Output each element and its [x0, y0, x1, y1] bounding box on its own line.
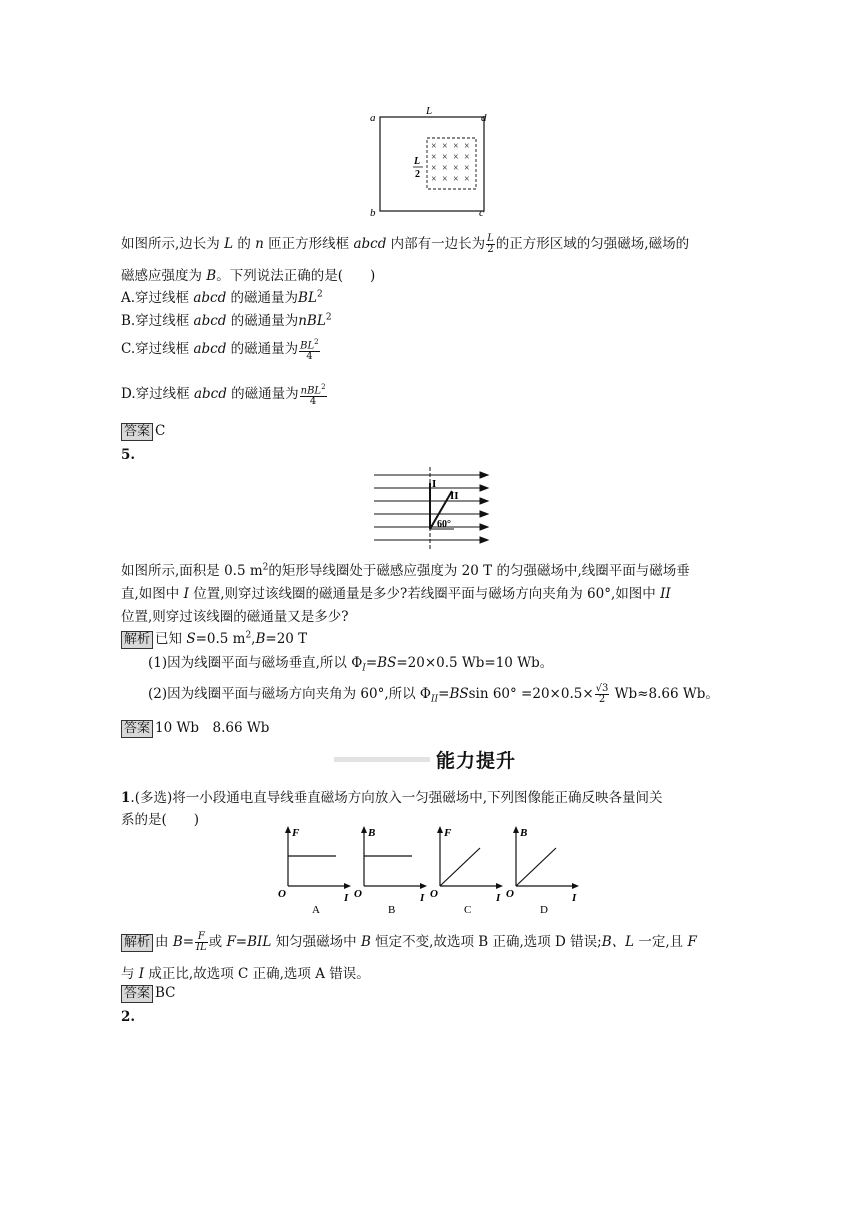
field-cross: × — [442, 163, 448, 174]
q5-line2: 直,如图中 I 位置,则穿过该线圈的磁通量是多少?若线圈平面与磁场方向夹角为 60°,如图中 II — [121, 586, 671, 602]
corner-label-a: a — [370, 112, 376, 124]
x-axis-label: I — [420, 892, 425, 904]
q4-answer — [121, 423, 165, 441]
p1-line2: 系的是( ) — [121, 812, 200, 828]
p2-number: 2. — [121, 1009, 136, 1025]
var-B: B — [206, 268, 217, 284]
q4-text: 的正方形区域的匀强磁场,磁场的 — [495, 236, 690, 252]
graph-D — [506, 826, 579, 916]
q4-text: 内部有一边长为 — [386, 236, 486, 252]
x-axis-label: I — [496, 892, 501, 904]
q4-text: 如图所示,边长为 — [121, 236, 225, 252]
y-axis-arrow — [361, 826, 367, 833]
p1-line1: 1.(多选)将一小段通电直导线垂直磁场方向放入一匀强磁场中,下列图像能正确反映各量间关 — [121, 790, 663, 806]
field-arrowhead — [480, 524, 488, 530]
q4-line1 — [121, 232, 689, 255]
field-cross: × — [431, 152, 437, 163]
field-cross: × — [453, 163, 459, 174]
origin-label: O — [506, 888, 514, 900]
field-cross: × — [453, 141, 459, 152]
graph-caption: D — [540, 904, 548, 916]
angle-label: 60° — [437, 519, 451, 530]
field-arrowhead — [480, 537, 488, 543]
field-cross: × — [442, 152, 448, 163]
corner-label-d: d — [481, 112, 487, 124]
field-cross: × — [453, 152, 459, 163]
x-axis-arrow — [496, 883, 503, 889]
field-cross: × — [464, 152, 470, 163]
field-arrowhead — [480, 511, 488, 517]
answer-tag: 答案 — [121, 720, 153, 738]
magnetic-field-crosses — [431, 141, 470, 185]
answer-tag: 答案 — [121, 985, 153, 1003]
p1-answer — [121, 985, 176, 1003]
graph-C — [430, 826, 503, 916]
position-label-II: II — [450, 490, 459, 502]
analysis-tag: 解析 — [121, 934, 153, 952]
graph-caption: C — [464, 904, 472, 916]
field-lines-figure — [372, 465, 492, 553]
x-axis-arrow — [420, 883, 427, 889]
x-axis-label: I — [344, 892, 349, 904]
fraction-L-over-2: $\frac{L}{2}$ — [487, 233, 494, 255]
q5-number: 5. — [121, 447, 136, 463]
graph-caption: B — [388, 904, 396, 916]
y-axis-label: B — [368, 827, 376, 839]
section-decor-bar — [334, 757, 430, 762]
graph-options-figure — [278, 823, 588, 918]
origin-label: O — [278, 888, 286, 900]
field-cross: × — [464, 141, 470, 152]
var-L: L — [224, 236, 234, 252]
field-cross: × — [431, 163, 437, 174]
q4-line2 — [121, 264, 375, 284]
corner-label-c: c — [479, 207, 484, 219]
answer-tag: 答案 — [121, 423, 153, 441]
option-b: B.穿过线框 abcd 的磁通量为nBL$^2$ — [121, 312, 332, 329]
x-axis-arrow — [344, 883, 351, 889]
q5-line3: 位置,则穿过该线圈的磁通量又是多少? — [121, 609, 349, 625]
field-arrowhead — [480, 485, 488, 491]
p1-analysis-line2: 与 I 成正比,故选项 C 正确,选项 A 错误。 — [121, 966, 370, 982]
graph-line-linear — [440, 848, 480, 886]
y-axis-label: B — [520, 827, 528, 839]
q4-text: 匝正方形线框 — [263, 236, 354, 252]
half-label-den: 2 — [415, 169, 420, 180]
graph-A — [278, 826, 351, 916]
graph-B — [354, 826, 427, 916]
field-cross: × — [431, 141, 437, 152]
answer-value: BC — [155, 985, 176, 1001]
q5-step2: (2)因为线圈平面与磁场方向夹角为 60°,所以 $\Phi_{II}=BSsin$ 60° =20×0.5× $\frac{√3}{2}$ Wb≈8.66 Wb。 — [148, 683, 719, 705]
position-label-I: I — [432, 478, 437, 490]
y-axis-label: F — [292, 827, 300, 839]
var-abcd: abcd — [353, 236, 387, 252]
answer-value: 10 Wb 8.66 Wb — [155, 720, 270, 736]
q5-answer — [121, 716, 269, 738]
field-arrowhead — [480, 498, 488, 504]
analysis-tag: 解析 — [121, 631, 153, 649]
section-heading: 能力提升 — [436, 750, 517, 772]
x-axis-arrow — [572, 883, 579, 889]
y-axis-arrow — [513, 826, 519, 833]
y-axis-arrow — [437, 826, 443, 833]
option-d: D.穿过线框 abcd 的磁通量为 $\frac{nBL^2}{4}$ — [121, 383, 326, 408]
q5-analysis: 解析 已知 S=0.5 $m^2,B=20$ T — [121, 627, 307, 649]
y-axis-arrow — [285, 826, 291, 833]
field-cross: × — [442, 174, 448, 185]
origin-label: O — [354, 888, 362, 900]
q5-step1: (1)因为线圈平面与磁场垂直,所以 $\Phi_I=BS=20\times 0.5$ Wb=10 Wb。 — [148, 655, 554, 674]
field-cross: × — [442, 141, 448, 152]
field-cross: × — [464, 163, 470, 174]
corner-label-b: b — [370, 207, 376, 219]
half-label-num: L — [414, 156, 421, 167]
field-cross: × — [453, 174, 459, 185]
option-a: A.穿过线框 abcd 的磁通量为$BL^2$ — [121, 289, 323, 306]
graph-caption: A — [312, 904, 320, 916]
side-label-L: L — [426, 105, 433, 117]
q4-text: 。下列说法正确的是( ) — [216, 268, 376, 284]
field-arrowhead — [480, 472, 488, 478]
y-axis-label: F — [444, 827, 452, 839]
option-c: C.穿过线框 abcd 的磁通量为 $\frac{BL^2}{4}$ — [121, 338, 319, 363]
answer-value: C — [155, 423, 166, 439]
var-n: n — [255, 236, 264, 252]
q4-text: 的 — [233, 236, 256, 252]
graph-line-linear — [516, 848, 556, 886]
field-cross: × — [431, 174, 437, 185]
field-cross: × — [464, 174, 470, 185]
p1-analysis-line1: 解析 由 B= $\frac{F}{IL}$ 或 F=BIL 知匀强磁场中 B 恒定不变,故选项 B 正确,选项 D 错误;B、L 一定,且 F — [121, 930, 697, 953]
q5-line1: 如图所示,面积是 0.5 $m^2$的矩形导线圈处于磁感应强度为 20 T 的匀强磁场中,线圈平面与磁场垂 — [121, 562, 690, 579]
x-axis-label: I — [572, 892, 577, 904]
q4-text: 磁感应强度为 — [121, 268, 207, 284]
square-loop-figure — [366, 102, 496, 220]
origin-label: O — [430, 888, 438, 900]
